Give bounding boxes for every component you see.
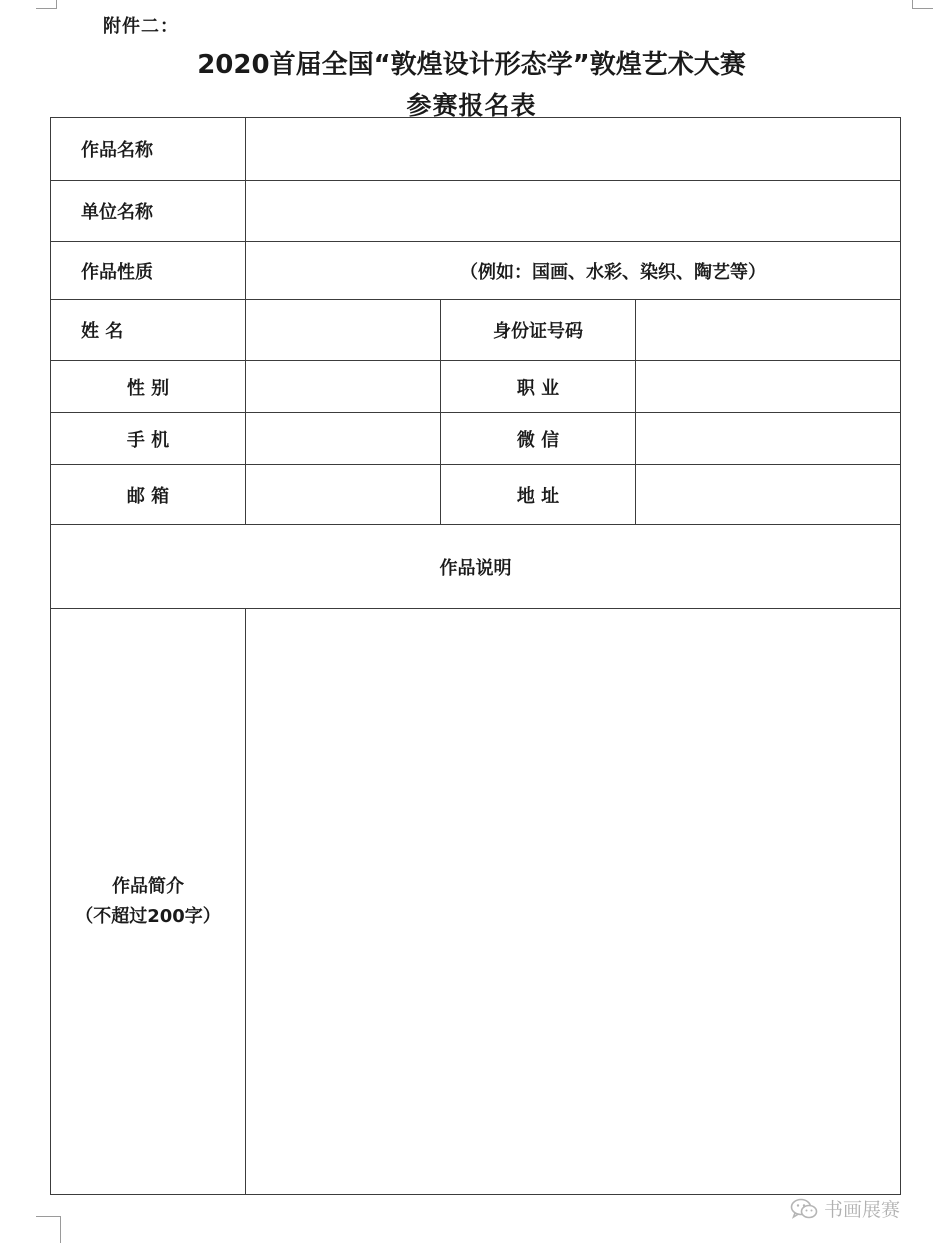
unit-name-label: 单位名称 [50,180,246,242]
id-number-field[interactable] [635,299,901,361]
wechat-icon [790,1198,818,1220]
occupation-field[interactable] [635,360,901,413]
watermark-text: 书画展赛 [824,1199,901,1221]
crop-mark-bottom-left [36,1216,61,1243]
email-label: 邮 箱 [50,464,246,525]
wechat-field[interactable] [635,412,901,465]
work-type-label: 作品性质 [50,241,246,300]
address-field[interactable] [635,464,901,525]
unit-name-field[interactable] [245,180,901,242]
occupation-label: 职 业 [440,360,636,413]
work-type-field[interactable]: （例如：国画、水彩、染织、陶艺等） [245,241,901,300]
page-title: 2020首届全国“敦煌设计形态学”敦煌艺术大赛 [197,50,746,80]
id-number-label: 身份证号码 [440,299,636,361]
description-header: 作品说明 [50,524,901,609]
work-name-label: 作品名称 [50,117,246,181]
address-label: 地 址 [440,464,636,525]
email-field[interactable] [245,464,441,525]
intro-label-title: 作品简介 [112,875,184,897]
attachment-label: 附件二： [103,16,179,37]
phone-label: 手 机 [50,412,246,465]
gender-label: 性 别 [50,360,246,413]
gender-field[interactable] [245,360,441,413]
intro-label [50,608,246,1195]
intro-label-limit: （不超过200字） [75,905,221,927]
phone-field[interactable] [245,412,441,465]
name-label: 姓 名 [50,299,246,361]
page-subtitle: 参赛报名表 [406,91,537,120]
watermark [790,1195,900,1222]
crop-mark-top-right [912,0,933,9]
wechat-label: 微 信 [440,412,636,465]
name-field[interactable] [245,299,441,361]
intro-field[interactable] [245,608,901,1195]
crop-mark-top-left [36,0,57,9]
work-name-field[interactable] [245,117,901,181]
